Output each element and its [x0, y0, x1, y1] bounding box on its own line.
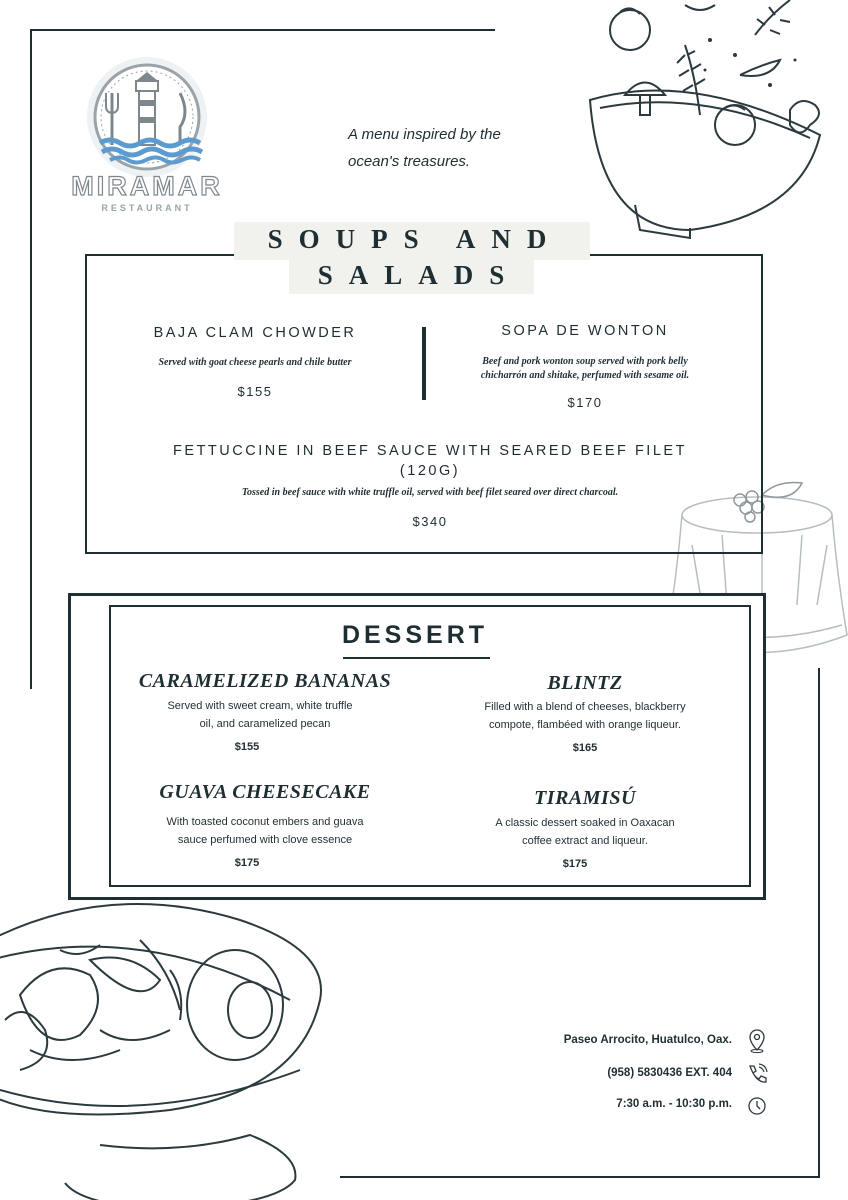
item-description-line-1: A classic dessert soaked in Oaxacan: [495, 817, 675, 829]
item-price: $340: [412, 514, 448, 529]
tagline-line-2: ocean's treasures.: [348, 153, 471, 170]
soups-title-line-1: SOUPS AND: [267, 224, 563, 254]
item-description-line-2: compote, flambéed with orange liqueur.: [488, 719, 681, 731]
dessert-item-blintz: [440, 672, 730, 754]
item-name: CARAMELIZED BANANAS: [138, 670, 392, 692]
item-price: $170: [567, 395, 603, 410]
item-name: BLINTZ: [547, 672, 623, 694]
salad-bowl-illustration: [585, 0, 845, 240]
item-description-line-1: With toasted coconut embers and guava: [166, 816, 364, 828]
item-name: BAJA CLAM CHOWDER: [153, 325, 357, 341]
item-name: SOPA DE WONTON: [501, 323, 669, 339]
item-description-line-1: Beef and pork wonton soup served with pork belly: [482, 356, 688, 367]
item-name: GUAVA CHEESECAKE: [159, 781, 371, 803]
phone-icon: [746, 1063, 768, 1085]
contact-hours: 7:30 a.m. - 10:30 p.m.: [616, 1098, 732, 1110]
frame-line-top: [30, 29, 495, 31]
item-name: TIRAMISÚ: [534, 787, 636, 809]
logo-subtitle: RESTAURANT: [101, 203, 193, 213]
item-price: $175: [234, 857, 260, 869]
item-description-line-2: chicharrón and shitake, perfumed with sesame oil.: [480, 370, 690, 381]
item-price: $155: [234, 741, 260, 753]
logo-wordmark: MIRAMAR: [71, 171, 223, 201]
item-description-line-1: Served with sweet cream, white truffle: [167, 700, 353, 712]
dessert-title: DESSERT: [341, 621, 489, 649]
menu-item-sopa-de-wonton: [455, 323, 715, 410]
frame-line-left: [30, 29, 32, 689]
soups-column-divider: [422, 327, 426, 400]
item-name-line-1: FETTUCCINE IN BEEF SAUCE WITH SEARED BEEF FILET: [173, 443, 687, 459]
item-description-line-2: sauce perfumed with clove essence: [177, 834, 353, 846]
item-price: $155: [237, 384, 273, 399]
menu-item-baja-clam-chowder: [125, 325, 385, 399]
item-description-line-2: oil, and caramelized pecan: [199, 718, 331, 730]
contact-phone: (958) 5830436 EXT. 404: [607, 1067, 732, 1079]
item-description: Served with goat cheese pearls and chile butter: [158, 357, 352, 368]
item-description-line-1: Filled with a blend of cheeses, blackberry: [484, 701, 686, 713]
item-name-line-2: (120G): [399, 463, 461, 479]
tagline: [348, 121, 568, 175]
dessert-item-tiramisu: [440, 787, 730, 870]
noodle-bowl-illustration: [0, 900, 340, 1200]
item-description-line-2: coffee extract and liqueur.: [522, 835, 648, 847]
frame-line-right: [818, 668, 820, 1178]
clock-icon: [747, 1096, 767, 1116]
restaurant-logo: [62, 55, 232, 215]
tagline-line-1: A menu inspired by the: [348, 126, 501, 143]
dessert-item-caramelized-bananas: [120, 670, 410, 753]
location-pin-icon: [747, 1029, 767, 1053]
contact-address: Paseo Arrocito, Huatulco, Oax.: [563, 1034, 732, 1046]
item-price: $175: [562, 858, 588, 870]
soups-title-line-2: SALADS: [317, 260, 521, 290]
item-price: $165: [572, 742, 598, 754]
dessert-item-guava-cheesecake: [120, 781, 410, 869]
dessert-title-underline: [343, 657, 490, 659]
item-description: Tossed in beef sauce with white truffle oil, served with beef filet seared over direct charcoal.: [241, 487, 619, 498]
menu-item-fettuccine: [120, 441, 740, 529]
frame-line-bottom: [340, 1176, 820, 1178]
